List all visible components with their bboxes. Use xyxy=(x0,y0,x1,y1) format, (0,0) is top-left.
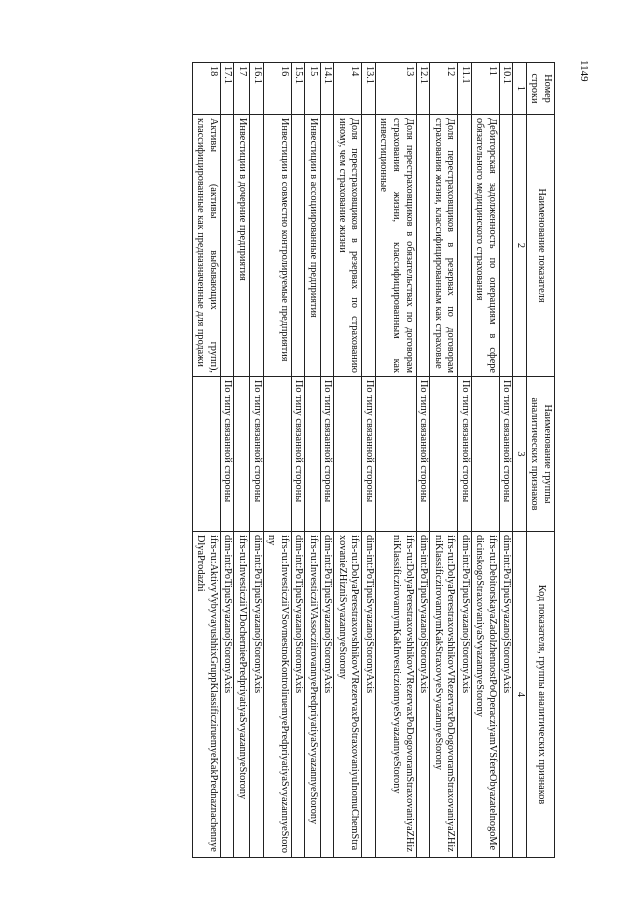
table-row xyxy=(220,63,234,858)
indicator-name-cell: Инвестиции в ассоциированные предприятия xyxy=(305,115,321,377)
table-row xyxy=(375,63,416,858)
indicator-code-cell: dim-int:PoTipuSvyazanojStoronyAxis xyxy=(249,532,263,858)
table-row xyxy=(416,63,430,858)
indicator-code-cell: dim-int:PoTipuSvyazanojStoronyAxis xyxy=(362,532,376,858)
indicator-name-cell xyxy=(362,115,376,377)
table-row xyxy=(430,63,458,858)
row-number-cell: 14.1 xyxy=(320,63,334,115)
row-number-cell: 11.1 xyxy=(458,63,472,115)
row-number-cell: 13 xyxy=(375,63,416,115)
column-index: 3 xyxy=(513,377,527,532)
indicator-name-cell xyxy=(291,115,305,377)
indicator-code-cell: dim-int:PoTipuSvyazanojStoronyAxis xyxy=(499,532,513,858)
row-number-cell: 16.1 xyxy=(249,63,263,115)
column-index: 1 xyxy=(513,63,527,115)
indicator-name-cell xyxy=(499,115,513,377)
group-name-cell xyxy=(430,377,458,532)
row-number-cell: 17.1 xyxy=(220,63,234,115)
indicator-name-cell xyxy=(320,115,334,377)
rotated-document xyxy=(85,62,555,857)
group-name-cell xyxy=(471,377,499,532)
indicator-code-cell: dim-int:PoTipuSvyazanojStoronyAxis xyxy=(458,532,472,858)
indicator-code-cell: ifrs-ru:DebitorskayaZadolzhennostPoOperacziyamVSfereObyazatelnogoMedicinskogoStraxovaniyaSvyazannyeStorony xyxy=(471,532,499,858)
row-number-cell: 15 xyxy=(305,63,321,115)
page-number: 1149 xyxy=(578,60,590,82)
row-number-cell: 11 xyxy=(471,63,499,115)
indicator-code-cell: ifrs-ru:DolyaPerestraxovshhikovVRezervaxPoDogovoramStraxovaniyaZHizniKlassificzirovannymKakStraxovyeSvyazannyeStorony xyxy=(430,532,458,858)
table-row xyxy=(234,63,250,858)
indicator-name-cell: Инвестиции в совместно контролируемые предприятия xyxy=(263,115,291,377)
column-index-row xyxy=(513,63,527,858)
group-name-cell xyxy=(375,377,416,532)
indicator-code-cell: ifrs-ru:AktivyVybyvayushhixGruppKlassificziruemyeKakPrednaznachennyeDlyaProdazhi xyxy=(192,532,220,858)
table-row xyxy=(249,63,263,858)
table-row xyxy=(334,63,362,858)
table-row xyxy=(471,63,499,858)
group-name-cell: По типу связанной стороны xyxy=(416,377,430,532)
indicator-name-cell: Доля перестраховщиков в резервах по договорам страхования жизни, классифицированным как страховые xyxy=(430,115,458,377)
group-name-cell: По типу связанной стороны xyxy=(291,377,305,532)
indicator-code-cell: ifrs-ru:DolyaPerestraxovshhikovVRezervaxPoStraxovaniyuInomuChemStraxovanieZHizniSvyazannyeStorony xyxy=(334,532,362,858)
indicator-code-cell: dim-int:PoTipuSvyazanojStoronyAxis xyxy=(320,532,334,858)
indicator-name-cell: Активы (активы выбывающих групп), классифицированные как предназначенные для продажи xyxy=(192,115,220,377)
group-name-cell: По типу связанной стороны xyxy=(458,377,472,532)
indicator-name-cell xyxy=(416,115,430,377)
header-indicator-name: Наименование показателя xyxy=(526,115,554,377)
indicator-code-cell: ifrs-ru:InvesticziiVSovmestnoKontroliruemyePredpriyatiyaSvyazannyeStorony xyxy=(263,532,291,858)
indicator-name-cell: Дебиторская задолженность по операциям в сфере обязательного медицинского страхования xyxy=(471,115,499,377)
indicator-code-cell: dim-int:PoTipuSvyazanojStoronyAxis xyxy=(416,532,430,858)
indicator-name-cell: Инвестиции в дочерние предприятия xyxy=(234,115,250,377)
group-name-cell xyxy=(234,377,250,532)
row-number-cell: 17 xyxy=(234,63,250,115)
table-row xyxy=(458,63,472,858)
column-index: 2 xyxy=(513,115,527,377)
group-name-cell xyxy=(305,377,321,532)
row-number-cell: 16 xyxy=(263,63,291,115)
table-row xyxy=(263,63,291,858)
indicator-table xyxy=(192,62,555,858)
row-number-cell: 12.1 xyxy=(416,63,430,115)
row-number-cell: 13.1 xyxy=(362,63,376,115)
group-name-cell xyxy=(263,377,291,532)
group-name-cell xyxy=(334,377,362,532)
group-name-cell: По типу связанной стороны xyxy=(249,377,263,532)
header-group-name: Наименование группы аналитических признаков xyxy=(526,377,554,532)
table-row xyxy=(305,63,321,858)
group-name-cell: По типу связанной стороны xyxy=(362,377,376,532)
table-body xyxy=(192,63,513,858)
indicator-code-cell: ifrs-ru:InvesticziiVDochernieePredpriyatiyaSvyazannyeStorony xyxy=(234,532,250,858)
indicator-code-cell: dim-int:PoTipuSvyazanojStoronyAxis xyxy=(291,532,305,858)
table-row xyxy=(192,63,220,858)
group-name-cell xyxy=(192,377,220,532)
group-name-cell: По типу связанной стороны xyxy=(220,377,234,532)
indicator-code-cell: ifrs-ru:InvesticziiVAssocziirovannyePredpriyatiyaSvyazannyeStorony xyxy=(305,532,321,858)
row-number-cell: 18 xyxy=(192,63,220,115)
header-code: Код показателя, группы аналитических признаков xyxy=(526,532,554,858)
table-row xyxy=(499,63,513,858)
indicator-name-cell xyxy=(220,115,234,377)
table-row xyxy=(291,63,305,858)
table-row xyxy=(362,63,376,858)
indicator-name-cell: Доля перестраховщиков в резервах по страхованию иному, чем страхование жизни xyxy=(334,115,362,377)
column-index: 4 xyxy=(513,532,527,858)
group-name-cell: По типу связанной стороны xyxy=(499,377,513,532)
table-header-row xyxy=(526,63,554,858)
indicator-name-cell: Доля перестраховщиков в обязательствах по договорам страхования жизни, классифицированным как инвестиционные xyxy=(375,115,416,377)
group-name-cell: По типу связанной стороны xyxy=(320,377,334,532)
indicator-name-cell xyxy=(458,115,472,377)
indicator-code-cell: dim-int:PoTipuSvyazanojStoronyAxis xyxy=(220,532,234,858)
indicator-name-cell xyxy=(249,115,263,377)
table-row xyxy=(320,63,334,858)
row-number-cell: 10.1 xyxy=(499,63,513,115)
indicator-code-cell: ifrs-ru:DolyaPerestraxovshhikovVRezervaxPoDogovoramStraxovaniyaZHizniKlassificzirovannymKakInvesticzionnyeSvyazannyeStorony xyxy=(375,532,416,858)
row-number-cell: 14 xyxy=(334,63,362,115)
row-number-cell: 12 xyxy=(430,63,458,115)
header-row-number: Номер строки xyxy=(526,63,554,115)
row-number-cell: 15.1 xyxy=(291,63,305,115)
